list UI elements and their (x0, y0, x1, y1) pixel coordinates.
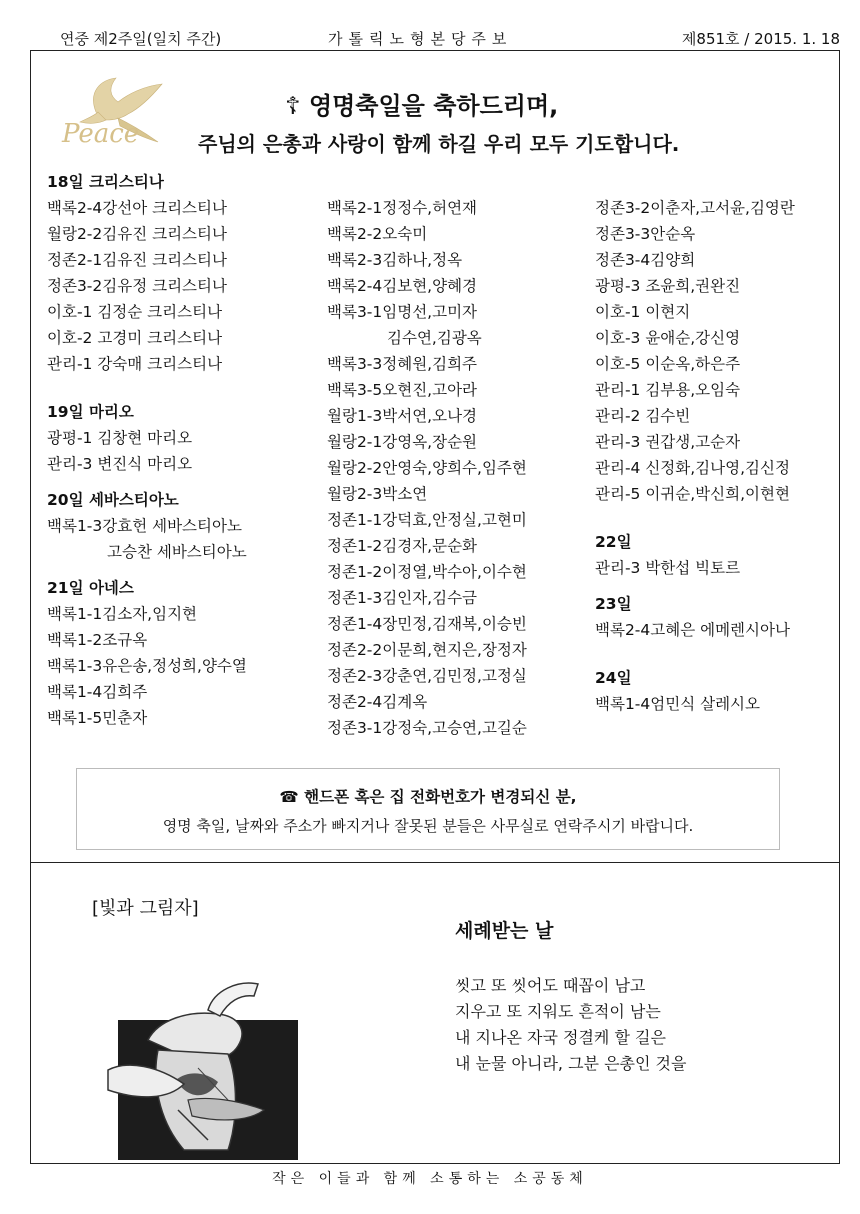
feast-entry: 정존1-1강덕효,안정실,고현미 (327, 511, 527, 529)
poem-line: 내 지나온 자국 정결케 할 길은 (455, 1028, 666, 1047)
poem-line: 씻고 또 씻어도 때꼽이 남고 (455, 976, 646, 995)
feast-column-2 (327, 195, 527, 741)
feast-day-heading: 22일 (595, 533, 632, 551)
bulletin-name: 가톨릭노형본당주보 (328, 30, 513, 48)
feast-entry: 관리-1 강숙매 크리스티나 (47, 355, 223, 373)
feast-entry: 이호-5 이순옥,하은주 (595, 355, 741, 373)
feast-day-heading: 18일 크리스티나 (47, 173, 164, 191)
spacer (595, 581, 795, 591)
feast-entry: 관리-3 권갑생,고순자 (595, 433, 741, 451)
feast-entry: 이호-3 윤애순,강신영 (595, 329, 741, 347)
poem-line: 내 눈물 아니라, 그분 은총인 것을 (455, 1054, 687, 1073)
section-title: [빛과 그림자] (92, 898, 199, 919)
peace-dove-logo (58, 72, 168, 150)
feast-entry: 백록2-4강선아 크리스티나 (47, 199, 227, 217)
feast-entry: 고승찬 세바스티아노 (107, 543, 247, 561)
feast-entry: 월랑2-1강영옥,장순원 (327, 433, 478, 451)
page-title: ☦ 영명축일을 축하드리며, (285, 92, 559, 120)
feast-entry: 정존1-2이정열,박수아,이수현 (327, 563, 527, 581)
feast-entry: 백록2-2오숙미 (327, 225, 428, 243)
feast-entry: 관리-3 박한섭 빅토르 (595, 559, 741, 577)
feast-entry: 백록1-5민춘자 (47, 709, 148, 727)
feast-entry: 백록3-1임명선,고미자 (327, 303, 478, 321)
feast-entry: 백록1-4엄민식 살레시오 (595, 695, 761, 713)
feast-entry: 정존3-3안순옥 (595, 225, 696, 243)
feast-entry: 정존1-3김인자,김수금 (327, 589, 478, 607)
feast-entry: 정존1-2김경자,문순화 (327, 537, 478, 555)
feast-entry: 월랑2-2김유진 크리스티나 (47, 225, 227, 243)
feast-entry: 백록2-3김하나,정옥 (327, 251, 463, 269)
feast-entry: 관리-2 김수빈 (595, 407, 691, 425)
feast-entry: 광평-3 조윤희,권완진 (595, 277, 741, 295)
peace-logo-text: Peace (62, 119, 140, 149)
feast-entry: 백록1-3강효헌 세바스티아노 (47, 517, 242, 535)
spacer (595, 643, 795, 665)
feast-entry: 정존3-2이춘자,고서윤,김영란 (595, 199, 795, 217)
poem-line: 지우고 또 지워도 흔적이 남는 (455, 1002, 661, 1021)
page-header (30, 28, 840, 50)
section-divider (30, 862, 840, 863)
feast-entry: 정존3-2김유정 크리스티나 (47, 277, 227, 295)
spacer (47, 565, 247, 575)
spacer (47, 377, 247, 399)
feast-entry: 정존3-1강정숙,고승연,고길순 (327, 719, 527, 737)
feast-entry: 백록1-1김소자,임지현 (47, 605, 198, 623)
feast-entry: 월랑1-3박서연,오나경 (327, 407, 478, 425)
feast-entry: 관리-5 이귀순,박신희,이현현 (595, 485, 790, 503)
spacer (47, 477, 247, 487)
feast-entry: 백록1-4김희주 (47, 683, 148, 701)
feast-entry: 정존1-4장민정,김재복,이승빈 (327, 615, 527, 633)
feast-day-heading: 23일 (595, 595, 632, 613)
contact-notice-box (76, 768, 780, 850)
liturgical-week: 연중 제2주일(일치 주간) (60, 30, 222, 48)
feast-entry: 이호-2 고경미 크리스티나 (47, 329, 223, 347)
feast-entry: 이호-1 김정순 크리스티나 (47, 303, 223, 321)
feast-day-heading: 21일 아네스 (47, 579, 134, 597)
feast-entry: 김수연,김광옥 (387, 329, 482, 347)
feast-entry: 월랑2-2안영숙,양희수,임주현 (327, 459, 527, 477)
feast-entry: 백록3-5오현진,고아라 (327, 381, 478, 399)
poem-title: 세례받는 날 (455, 920, 554, 942)
feast-day-heading: 20일 세바스티아노 (47, 491, 179, 509)
feast-entry: 백록2-1정정수,허연재 (327, 199, 478, 217)
feast-entry: 관리-4 신정화,김나영,김신정 (595, 459, 790, 477)
spacer (595, 507, 795, 529)
page-subtitle: 주님의 은총과 사랑이 함께 하길 우리 모두 기도합니다. (198, 132, 680, 156)
feast-entry: 백록2-4김보현,양혜경 (327, 277, 478, 295)
feast-entry: 정존2-2이문희,현지은,장정자 (327, 641, 527, 659)
feast-entry: 정존2-1김유진 크리스티나 (47, 251, 227, 269)
feast-column-3 (595, 195, 795, 717)
poem-body (455, 973, 686, 1077)
notice-heading: ☎ 핸드폰 혹은 집 전화번호가 변경되신 분, (279, 788, 577, 806)
feast-entry: 정존2-4김계옥 (327, 693, 428, 711)
feast-column-1 (47, 169, 247, 731)
feast-entry: 백록1-2조규옥 (47, 631, 148, 649)
feast-entry: 월랑2-3박소연 (327, 485, 428, 503)
notice-text: 영명 축일, 날짜와 주소가 빠지거나 잘못된 분들은 사무실로 연락주시기 바랍니다. (162, 817, 694, 835)
feast-day-heading: 24일 (595, 669, 632, 687)
feast-entry: 정존3-4김양희 (595, 251, 696, 269)
feast-entry: 백록2-4고혜은 에메렌시아나 (595, 621, 790, 639)
feast-entry: 관리-1 김부용,오임숙 (595, 381, 741, 399)
page-footer: 작은 이들과 함께 소통하는 소공동체 (272, 1171, 588, 1187)
feast-day-heading: 19일 마리오 (47, 403, 134, 421)
feast-entry: 광평-1 김창현 마리오 (47, 429, 193, 447)
baptism-illustration (88, 950, 298, 1160)
feast-entry: 관리-3 변진식 마리오 (47, 455, 193, 473)
feast-entry: 백록1-3유은송,정성희,양수열 (47, 657, 247, 675)
issue-number-date: 제851호 / 2015. 1. 18 (681, 30, 840, 48)
feast-entry: 정존2-3강춘연,김민정,고정실 (327, 667, 527, 685)
feast-entry: 백록3-3정혜원,김희주 (327, 355, 478, 373)
feast-entry: 이호-1 이현지 (595, 303, 691, 321)
